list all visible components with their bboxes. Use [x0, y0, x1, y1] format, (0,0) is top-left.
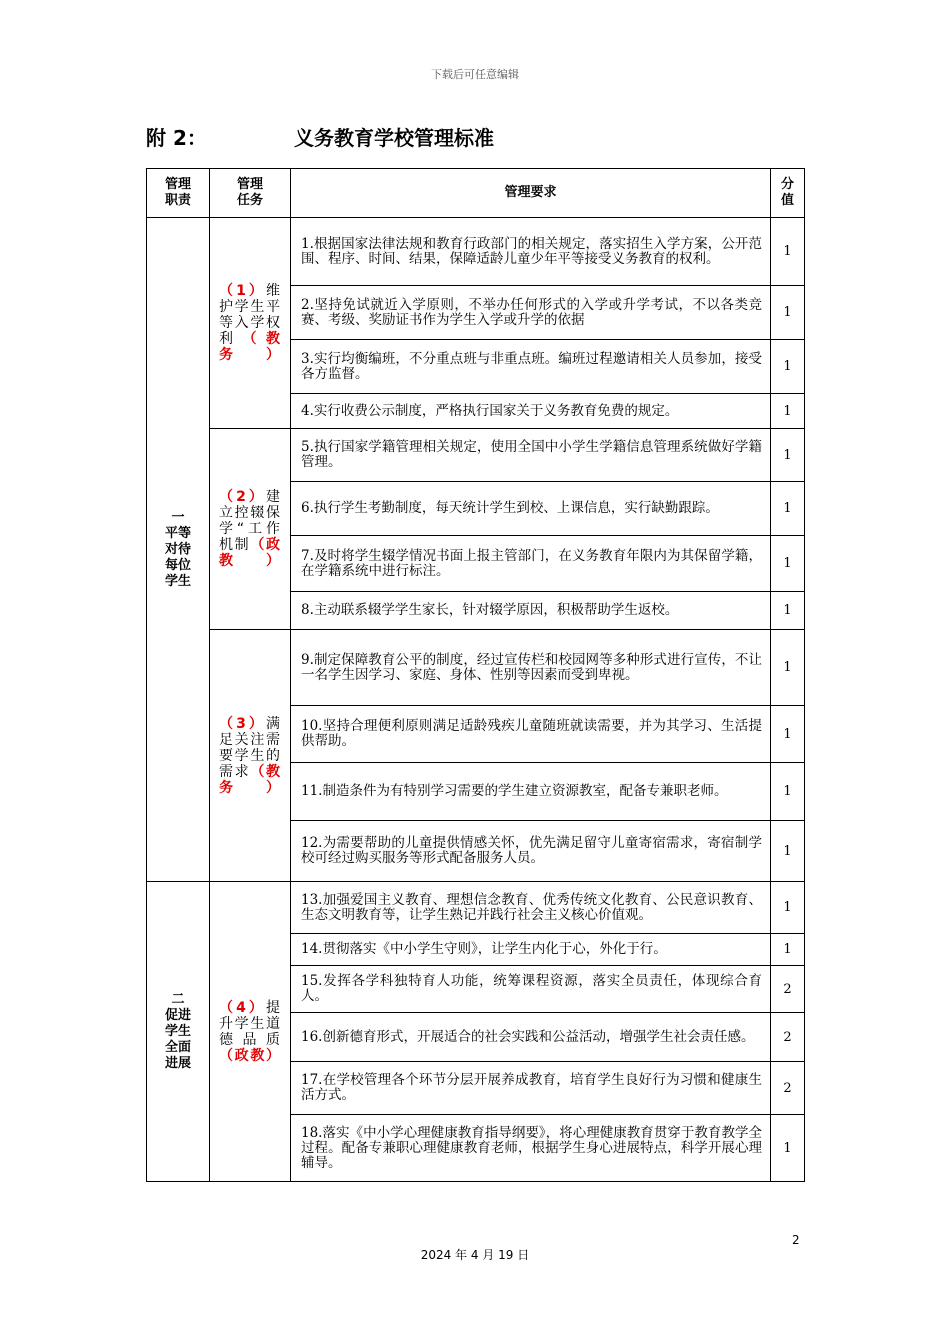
task-text: 建立控辍保学“工作机制 [219, 489, 281, 553]
footer-date: 2024 年 4 月 19 日 [420, 1248, 530, 1262]
table-header-row [147, 169, 805, 218]
requirement-cell: 13.加强爱国主义教育、理想信念教育、优秀传统文化教育、公民意识教育、生态文明教育等，让学生熟记并践行社会主义核心价值观。 [291, 882, 771, 934]
score-cell: 2 [771, 966, 805, 1013]
duty-line: 一 [171, 509, 185, 525]
score-cell: 1 [771, 882, 805, 934]
score-cell: 1 [771, 1115, 805, 1182]
requirement-cell: 1.根据国家法律法规和教育行政部门的相关规定，落实招生入学方案，公开范围、程序、时间、结果，保障适龄儿童少年平等接受义务教育的权利。 [291, 218, 771, 286]
table-row [147, 218, 805, 286]
task-number: （4） [219, 999, 266, 1016]
duty-line: 学生 [164, 1023, 191, 1039]
header-duty-line: 管理 [164, 177, 191, 192]
score-cell: 1 [771, 218, 805, 286]
score-cell: 2 [771, 1013, 805, 1062]
score-cell: 1 [771, 706, 805, 763]
score-cell: 1 [771, 592, 805, 630]
header-duty-line: 职责 [164, 193, 191, 208]
requirement-cell: 11.制造条件为有特别学习需要的学生建立资源教室，配备专兼职老师。 [291, 763, 771, 821]
score-cell: 1 [771, 394, 805, 429]
document-title [146, 122, 806, 152]
task-number: （1） [219, 283, 266, 299]
score-cell: 1 [771, 340, 805, 394]
requirement-cell: 6.执行学生考勤制度，每天统计学生到校、上课信息，实行缺勤跟踪。 [291, 482, 771, 536]
task-tag: （教务） [219, 331, 281, 363]
duty-cell-1 [147, 218, 210, 882]
header-task-line: 任务 [236, 193, 263, 208]
task-cell-4 [210, 882, 291, 1182]
header-score-line: 值 [780, 193, 794, 208]
header-note: 下载后可任意编辑 [431, 68, 519, 81]
requirement-cell: 9.制定保障教育公平的制度，经过宣传栏和校园网等多种形式进行宣传，不让一名学生因学习、家庭、身体、性别等因素而受到卑视。 [291, 630, 771, 706]
header-score [771, 169, 805, 218]
task-text: 满足关注需要学生的需求 [219, 715, 281, 780]
requirement-cell: 18.落实《中小学心理健康教育指导纲要》，将心理健康教育贯穿于教育教学全过程。配备专兼职心理健康教育老师，根据学生身心进展特点，科学开展心理辅导。 [291, 1115, 771, 1182]
task-text: 维护学生平等入学权利 [219, 283, 281, 347]
task-number: （3） [219, 715, 266, 732]
duty-line: 进展 [164, 1055, 191, 1071]
table-row [147, 630, 805, 706]
header-score-line: 分 [780, 177, 794, 192]
requirement-cell: 3.实行均衡编班，不分重点班与非重点班。编班过程邀请相关人员参加，接受各方监督。 [291, 340, 771, 394]
duty-line: 全面 [164, 1039, 191, 1055]
duty-line: 对待 [164, 541, 191, 557]
duty-line: 平等 [164, 525, 191, 541]
score-cell: 2 [771, 1062, 805, 1115]
requirement-cell: 7.及时将学生辍学情况书面上报主管部门，在义务教育年限内为其保留学籍，在学籍系统中进行标注。 [291, 536, 771, 592]
task-tag: （政教） [219, 537, 282, 569]
duty-line: 二 [171, 991, 185, 1007]
requirement-cell: 8.主动联系辍学学生家长，针对辍学原因，积极帮助学生返校。 [291, 592, 771, 630]
task-tag: （教务） [219, 763, 282, 796]
header-requirement: 管理要求 [291, 169, 771, 218]
table-row [147, 429, 805, 482]
score-cell: 1 [771, 429, 805, 482]
score-cell: 1 [771, 630, 805, 706]
requirement-cell: 10.坚持合理便利原则满足适龄残疾儿童随班就读需要，并为其学习、生活提供帮助。 [291, 706, 771, 763]
header-task [210, 169, 291, 218]
page-title: 义务教育学校管理标准 [294, 126, 494, 150]
requirement-cell: 5.执行国家学籍管理相关规定，使用全国中小学生学籍信息管理系统做好学籍管理。 [291, 429, 771, 482]
score-cell: 1 [771, 934, 805, 966]
requirement-cell: 17.在学校管理各个环节分层开展养成教育，培育学生良好行为习惯和健康生活方式。 [291, 1062, 771, 1115]
task-cell-1 [210, 218, 291, 429]
requirement-cell: 12.为需要帮助的儿童提供情感关怀，优先满足留守儿童寄宿需求，寄宿制学校可经过购买服务等形式配备服务人员。 [291, 821, 771, 882]
duty-line: 促进 [164, 1007, 191, 1023]
score-cell: 1 [771, 482, 805, 536]
requirement-cell: 16.创新德育形式，开展适合的社会实践和公益活动，增强学生社会责任感。 [291, 1013, 771, 1062]
requirement-cell: 15.发挥各学科独特育人功能，统筹课程资源，落实全员责任，体现综合育人。 [291, 966, 771, 1013]
requirement-cell: 14.贯彻落实《中小学生守则》，让学生内化于心，外化于行。 [291, 934, 771, 966]
title-prefix: 附 2： [146, 126, 207, 150]
task-text: 提升学生道德品质 [219, 999, 281, 1048]
page-number: 2 [792, 1233, 800, 1247]
header-task-line: 管理 [236, 177, 263, 192]
task-cell-3 [210, 630, 291, 882]
score-cell: 1 [771, 536, 805, 592]
duty-cell-2 [147, 882, 210, 1182]
table-row [147, 882, 805, 934]
score-cell: 1 [771, 821, 805, 882]
requirement-cell: 2.坚持免试就近入学原则，不举办任何形式的入学或升学考试，不以各类竞赛、考级、奖励证书作为学生入学或升学的依据 [291, 286, 771, 340]
requirement-cell: 4.实行收费公示制度，严格执行国家关于义务教育免费的规定。 [291, 394, 771, 429]
duty-line: 每位 [164, 557, 191, 573]
duty-line: 学生 [164, 573, 191, 589]
header-duty [147, 169, 210, 218]
management-standard-table [146, 168, 805, 1182]
score-cell: 1 [771, 286, 805, 340]
task-cell-2 [210, 429, 291, 630]
task-number: （2） [219, 489, 266, 505]
score-cell: 1 [771, 763, 805, 821]
task-tag: （政教） [219, 1047, 281, 1064]
